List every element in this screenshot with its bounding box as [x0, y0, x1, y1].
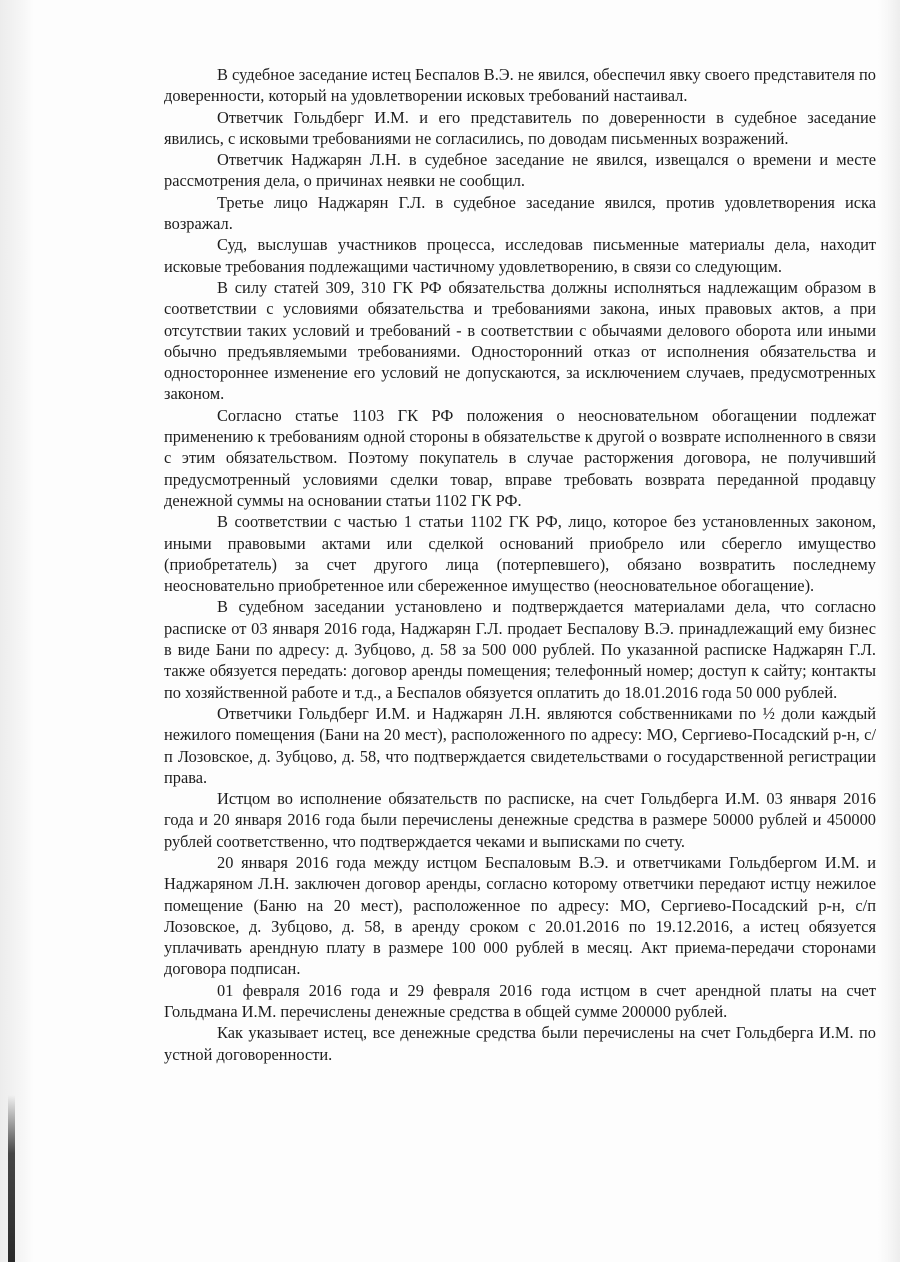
paragraph-court-finding: Суд, выслушав участников процесса, исследовав письменные материалы дела, находит исковые требования подлежащими частичному удовлетворению, в связи со следующим.: [164, 235, 876, 276]
paragraph-lease-agreement: 20 января 2016 года между истцом Беспаловым В.Э. и ответчиками Гольдбергом И.М. и Наджаряном Л.Н. заключен договор аренды, согласно которому ответчики передают истцу нежилое помещение (Баню на 20 мест), расположенное по адресу: МО, Сергиево-Посадский р-н, с/п Лозовское, д. Зубцово, д. 58, в аренду сроком с 20.01.2016 по 19.12.2016, а истец обязуется уплачивать арендную плату в размере 100 000 рублей в месяц. Акт приема-передачи сторонами договора подписан.: [164, 852, 876, 979]
paragraph-owners: Ответчики Гольдберг И.М. и Наджарян Л.Н. являются собственниками по ½ доли каждый нежилого помещения (Бани на 20 мест), расположенного по адресу: МО, Сергиево-Посадский р-н, с/п Лозовское, д. Зубцово, д. 58, что подтверждается свидетельствами о государственной регистрации права.: [164, 703, 876, 787]
paragraph-plaintiff-absence: В судебное заседание истец Беспалов В.Э. не явился, обеспечил явку своего представителя по доверенности, который на удовлетворении исковых требований настаивал.: [164, 65, 876, 106]
paragraph-rent-payments: 01 февраля 2016 года и 29 февраля 2016 года истцом в счет арендной платы на счет Гольдмана И.М. перечислены денежные средства в общей сумме 200000 рублей.: [164, 980, 876, 1022]
paragraph-article-1102: В соответствии с частью 1 статьи 1102 ГК РФ, лицо, которое без установленных законом, иными правовыми актами или сделкой оснований приобрело или сберегло имущество (приобретатель) за счет другого лица (потерпевшего), обязано возвратить последнему неосновательно приобретенное или сбереженное имущество (неосновательное обогащение).: [164, 512, 876, 596]
scan-shadow-right: [878, 0, 900, 1262]
paragraph-oral-agreement: Как указывает истец, все денежные средства были перечислены на счет Гольдберга И.М. по устной договоренности.: [164, 1023, 876, 1064]
paragraph-defendant-goldberg: Ответчик Гольдберг И.М. и его представитель по доверенности в судебное заседание явились, с исковыми требованиями не согласились, по доводам письменных возражений.: [164, 107, 876, 148]
scan-binding-edge: [8, 1095, 15, 1262]
paragraph-receipt: В судебном заседании установлено и подтверждается материалами дела, что согласно расписке от 03 января 2016 года, Наджарян Г.Л. продает Беспалову В.Э. принадлежащий ему бизнес в виде Бани по адресу: д. Зубцово, д. 58 за 500 000 рублей. По указанной расписке Наджарян Г.Л. также обязуется передать: договор аренды помещения; телефонный номер; доступ к сайту; контакты по хозяйственной работе и т.д., а Беспалов обязуется оплатить до 18.01.2016 года 50 000 рублей.: [164, 597, 876, 702]
paragraph-defendant-nadzharyan-ln: Ответчик Наджарян Л.Н. в судебное заседание не явился, извещался о времени и месте рассмотрения дела, о причинах неявки не сообщил.: [164, 150, 876, 191]
document-body: [164, 64, 876, 1065]
paragraph-article-1103: Согласно статье 1103 ГК РФ положения о неосновательном обогащении подлежат применению к требованиям одной стороны в обязательстве к другой о возврате исполненного в связи с этим обязательством. Поэтому покупатель в случае расторжения договора, не получивший предусмотренный условиями сделки товар, вправе требовать возврата переданной продавцу денежной суммы на основании статьи 1102 ГК РФ.: [164, 405, 876, 510]
paragraph-third-party: Третье лицо Наджарян Г.Л. в судебное заседание явился, против удовлетворения иска возражал.: [164, 192, 876, 234]
scan-shadow-left: [0, 0, 34, 1262]
paragraph-payments: Истцом во исполнение обязательств по расписке, на счет Гольдберга И.М. 03 января 2016 года и 20 января 2016 года были перечислены денежные средства в размере 50000 рублей и 450000 рублей соответственно, что подтверждается чеками и выписками по счету.: [164, 789, 876, 851]
paragraph-articles-309-310: В силу статей 309, 310 ГК РФ обязательства должны исполняться надлежащим образом в соответствии с условиями обязательства и требованиями закона, иных правовых актов, а при отсутствии таких условий и требований - в соответствии с обычаями делового оборота или иными обычно предъявляемыми требованиями. Односторонний отказ от исполнения обязательства и одностороннее изменение его условий не допускаются, за исключением случаев, предусмотренных законом.: [164, 277, 876, 404]
